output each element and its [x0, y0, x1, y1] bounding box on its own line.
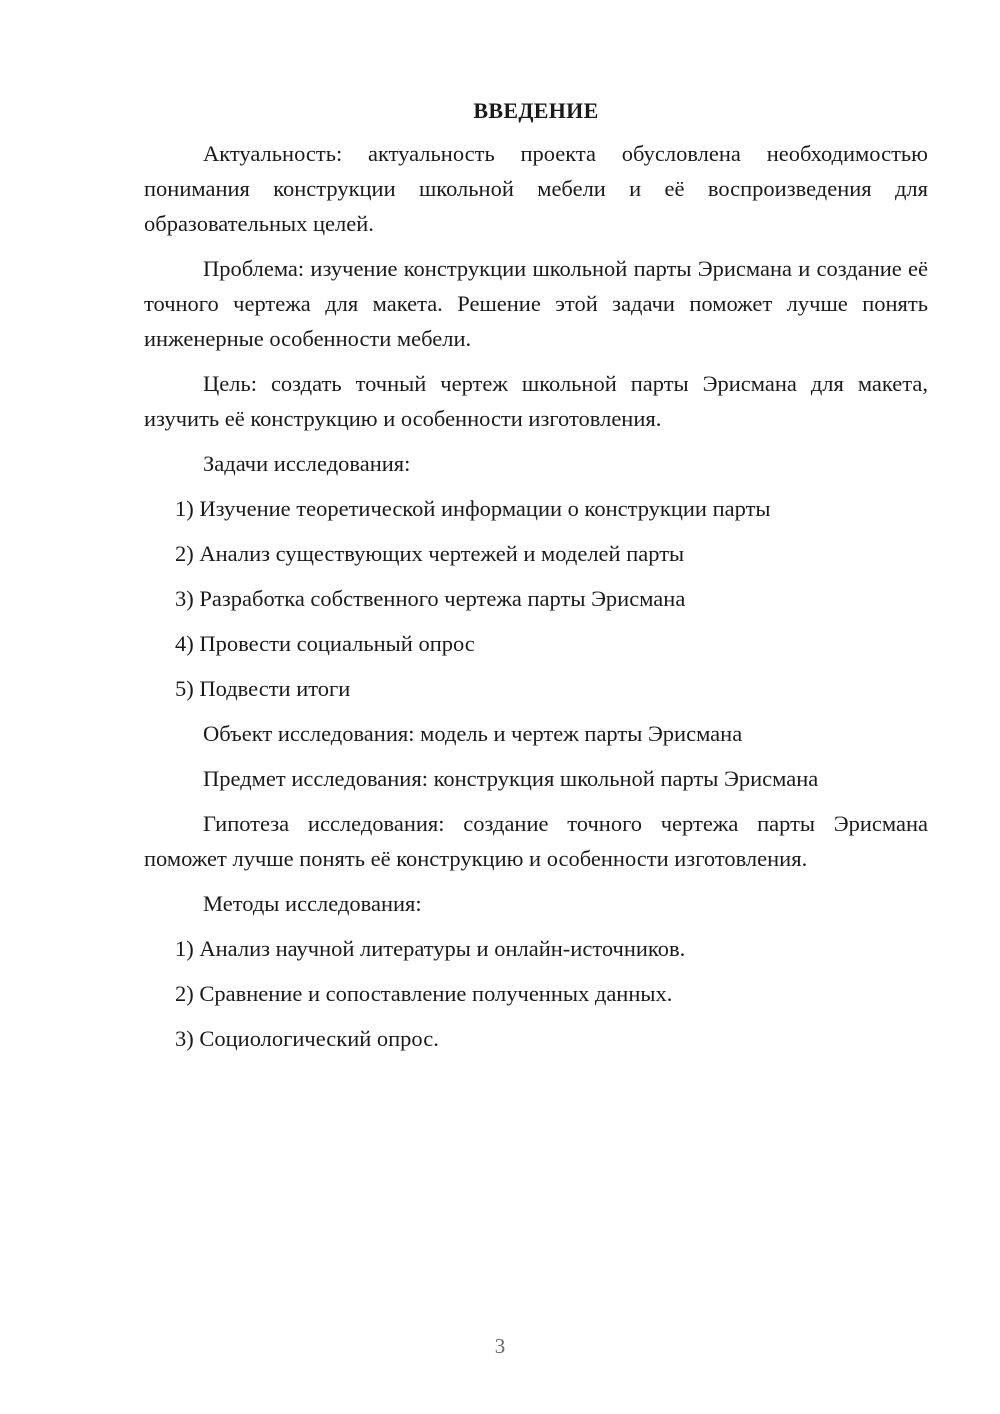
- relevance-paragraph: Актуальность: актуальность проекта обусловлена необходимостью понимания конструкции школьной мебели и её воспроизведения для образовательных целей.: [144, 141, 928, 236]
- page-content: [144, 96, 928, 1066]
- problem-paragraph: Проблема: изучение конструкции школьной парты Эрисмана и создание её точного чертежа для макета. Решение этой задачи поможет лучше понять инженерные особенности мебели.: [144, 256, 928, 351]
- method-item: 2) Сравнение и сопоставление полученных данных.: [175, 981, 673, 1006]
- page-number: 3: [494, 1334, 506, 1358]
- tasks-title: Задачи исследования:: [203, 451, 411, 476]
- method-item: 1) Анализ научной литературы и онлайн-источников.: [175, 936, 686, 961]
- research-subject: Предмет исследования: конструкция школьной парты Эрисмана: [203, 766, 819, 791]
- task-item: 4) Провести социальный опрос: [175, 631, 475, 656]
- task-item: 5) Подвести итоги: [175, 676, 351, 701]
- task-item: 3) Разработка собственного чертежа парты Эрисмана: [175, 586, 686, 611]
- hypothesis-paragraph: Гипотеза исследования: создание точного чертежа парты Эрисмана поможет лучше понять её конструкцию и особенности изготовления.: [144, 811, 928, 871]
- task-item: 1) Изучение теоретической информации о конструкции парты: [175, 496, 771, 521]
- research-object: Объект исследования: модель и чертеж парты Эрисмана: [203, 721, 743, 746]
- goal-paragraph: Цель: создать точный чертеж школьной парты Эрисмана для макета, изучить её конструкцию и особенности изготовления.: [144, 371, 928, 431]
- page-title: ВВЕДЕНИЕ: [473, 98, 599, 123]
- methods-title: Методы исследования:: [203, 891, 422, 916]
- method-item: 3) Социологический опрос.: [175, 1026, 439, 1051]
- task-item: 2) Анализ существующих чертежей и моделей парты: [175, 541, 685, 566]
